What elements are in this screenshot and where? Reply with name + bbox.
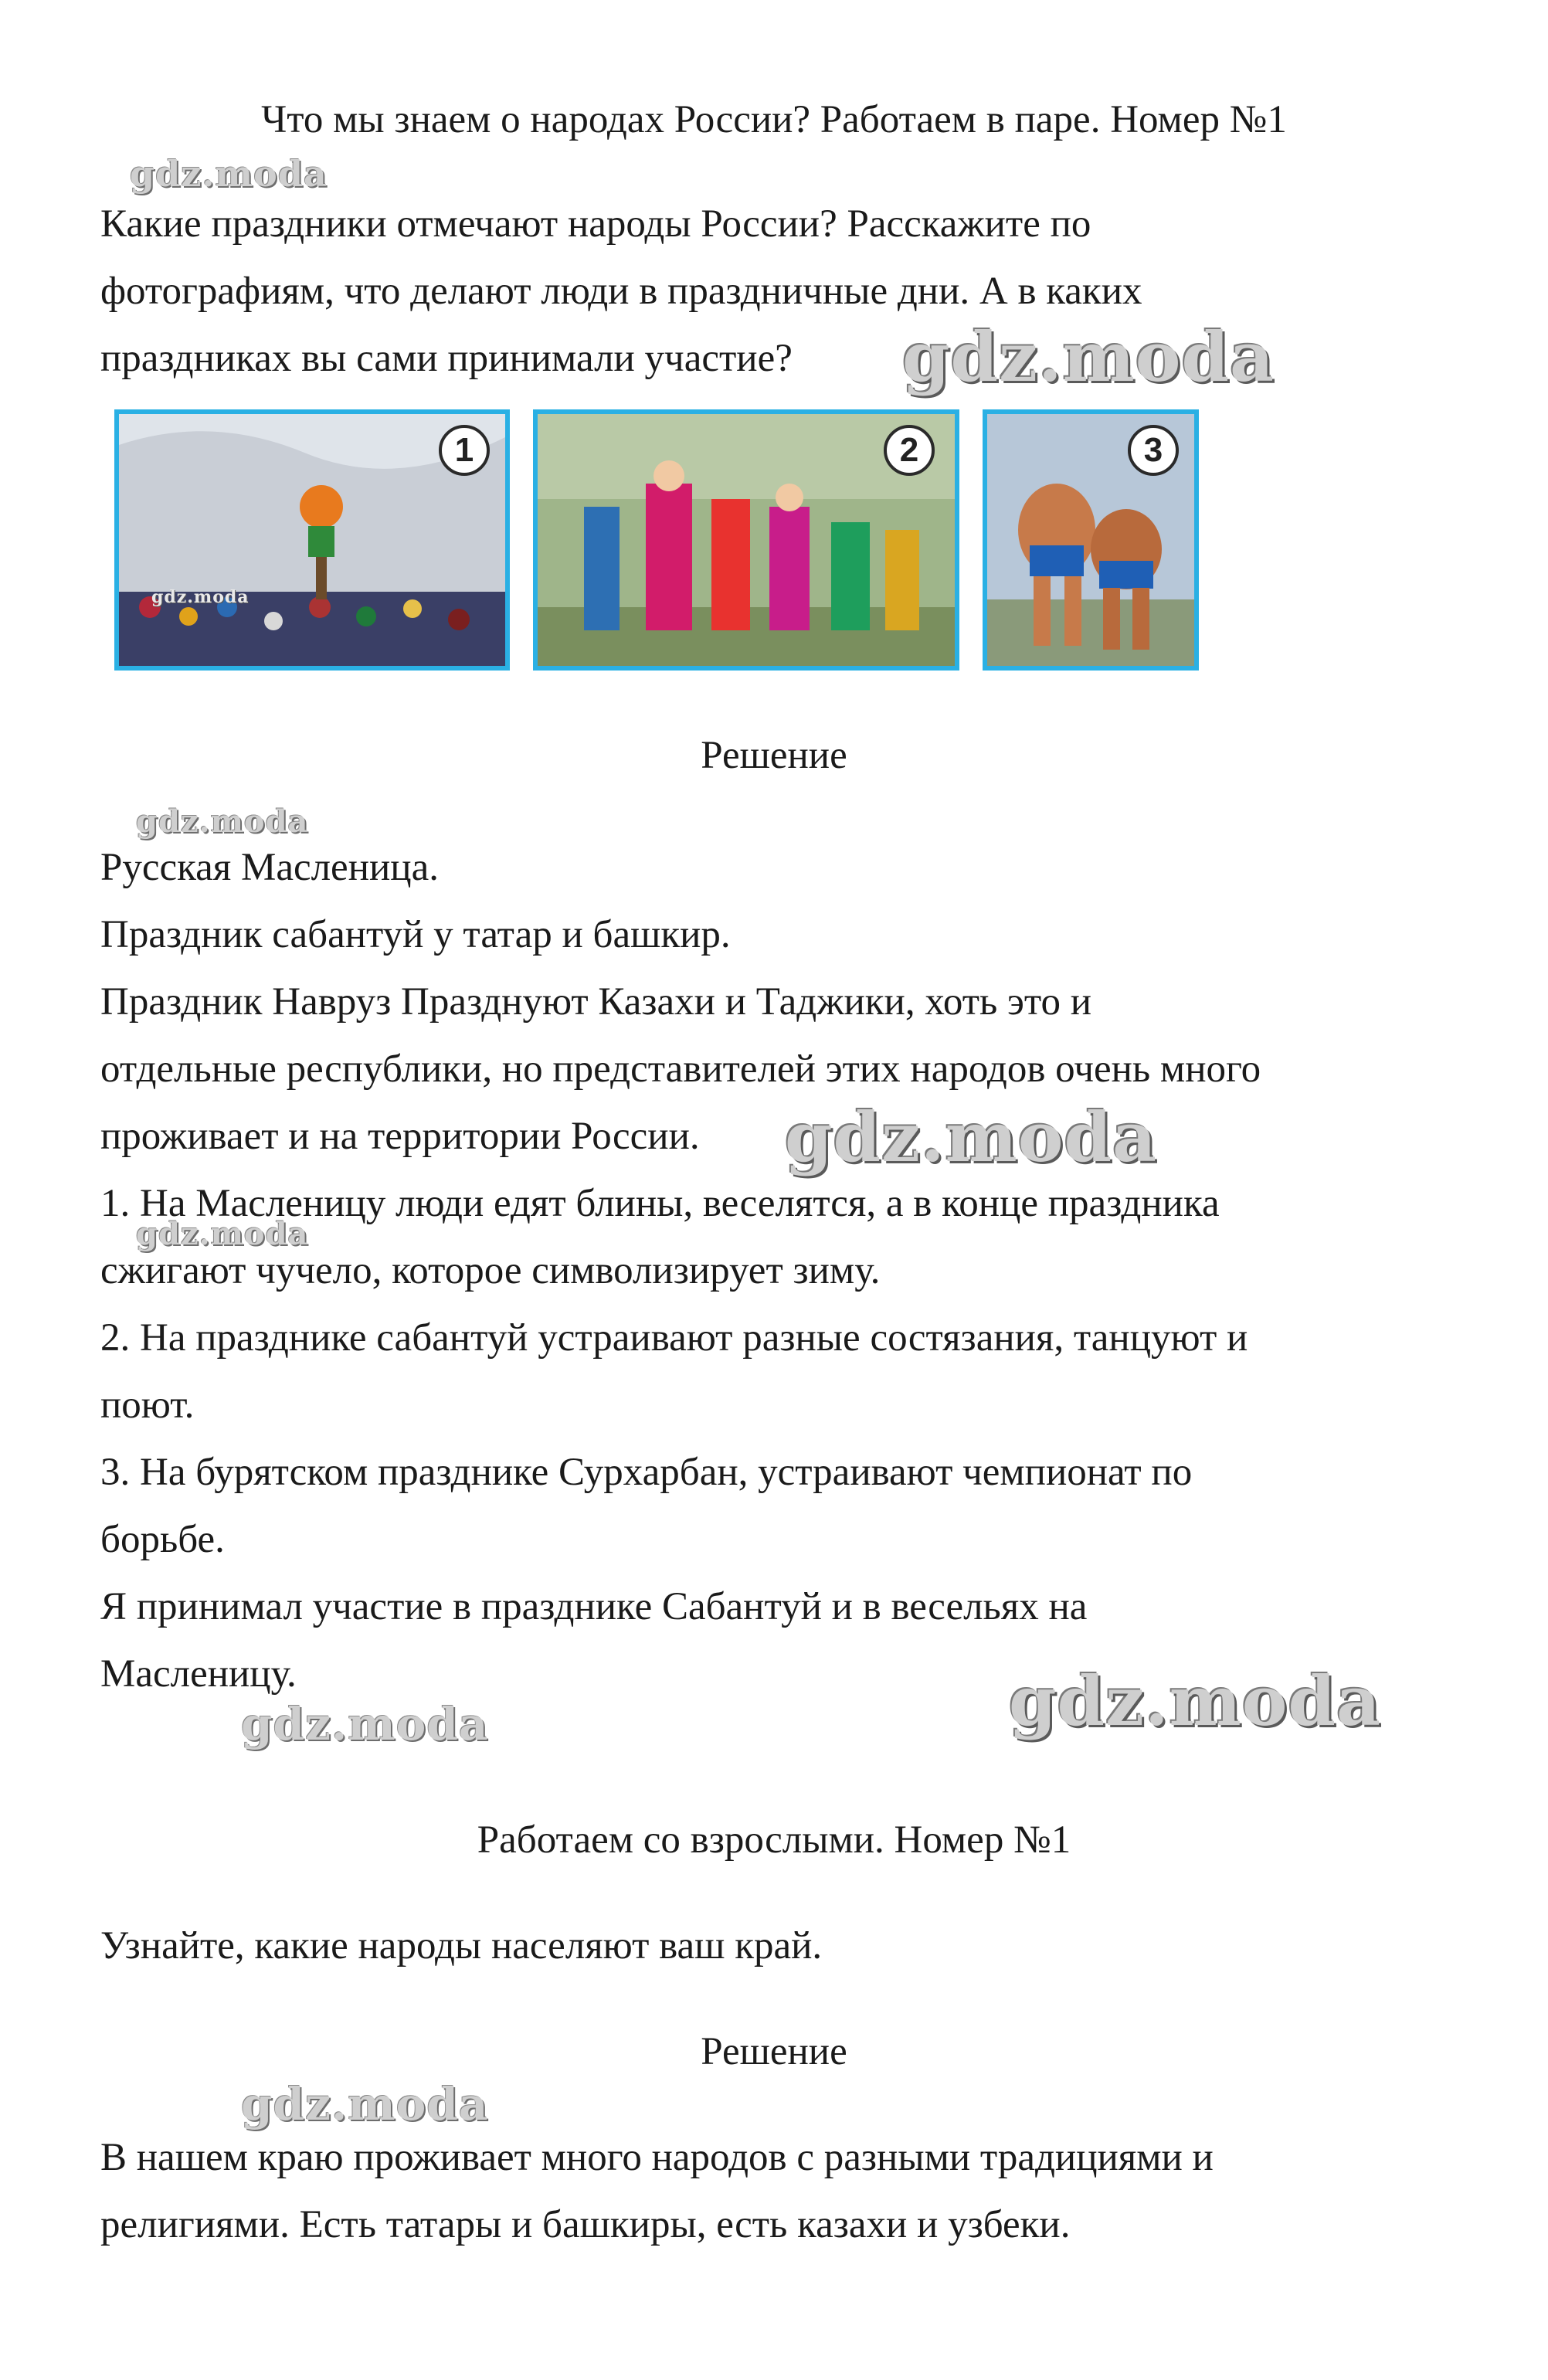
- answer-line-7: сжигают чучело, которое символизирует зиму.: [100, 1249, 881, 1292]
- watermark: gdz.moda: [785, 1097, 1158, 1177]
- answer-line-10: 3. На бурятском празднике Сурхарбан, устраивают чемпионат по: [100, 1451, 1193, 1494]
- photo-number-badge-2: 2: [884, 425, 935, 476]
- watermark: gdz.moda: [902, 317, 1275, 397]
- answer-line-6: 1. На Масленицу люди едят блины, веселятся, а в конце праздника: [100, 1182, 1220, 1225]
- section2-question: Узнайте, какие народы населяют ваш край.: [100, 1924, 823, 1967]
- section1-title: Что мы знаем о народах России? Работаем в паре. Номер №1: [261, 98, 1287, 141]
- section2-answer-line-1: В нашем краю проживает много народов с разными традициями и: [100, 2136, 1214, 2179]
- watermark: gdz.moda: [130, 153, 328, 195]
- section2-answer-line-2: религиями. Есть татары и башкиры, есть казахи и узбеки.: [100, 2203, 1071, 2246]
- watermark: gdz.moda: [241, 2078, 489, 2130]
- watermark: gdz.moda: [136, 1216, 309, 1252]
- answer-line-4: отдельные республики, но представителей этих народов очень много: [100, 1047, 1261, 1091]
- answer-line-2: Праздник сабантуй у татар и башкир.: [100, 913, 731, 956]
- answer-line-5: проживает и на территории России.: [100, 1115, 700, 1158]
- solution-heading-1: Решение: [701, 734, 847, 777]
- photo-sabantuy: [533, 409, 959, 671]
- answer-line-8: 2. На празднике сабантуй устраивают разные состязания, танцуют и: [100, 1316, 1248, 1360]
- question-line-2: фотографиям, что делают люди в праздничные дни. А в каких: [100, 270, 1142, 313]
- solution-heading-2: Решение: [701, 2030, 847, 2073]
- section2-title: Работаем со взрослыми. Номер №1: [477, 1818, 1071, 1862]
- watermark: gdz.moda: [136, 803, 309, 840]
- photo-number-badge-1: 1: [439, 425, 490, 476]
- answer-line-1: Русская Масленица.: [100, 846, 439, 889]
- question-line-1: Какие праздники отмечают народы России? Расскажите по: [100, 202, 1091, 246]
- answer-line-12: Я принимал участие в празднике Сабантуй и в весельях на: [100, 1585, 1088, 1628]
- photo-number-badge-3: 3: [1128, 425, 1179, 476]
- question-line-3: праздниках вы сами принимали участие?: [100, 337, 793, 380]
- watermark: gdz.moda: [241, 1698, 489, 1750]
- watermark: gdz.moda: [1009, 1661, 1382, 1741]
- answer-line-13: Масленицу.: [100, 1652, 297, 1696]
- photo-surkharban: [983, 409, 1199, 671]
- answer-line-3: Праздник Навруз Празднуют Казахи и Таджики, хоть это и: [100, 980, 1092, 1024]
- watermark: gdz.moda: [151, 587, 250, 607]
- answer-line-11: борьбе.: [100, 1518, 225, 1561]
- answer-line-9: поют.: [100, 1384, 195, 1427]
- photo-maslenitsa: [114, 409, 510, 671]
